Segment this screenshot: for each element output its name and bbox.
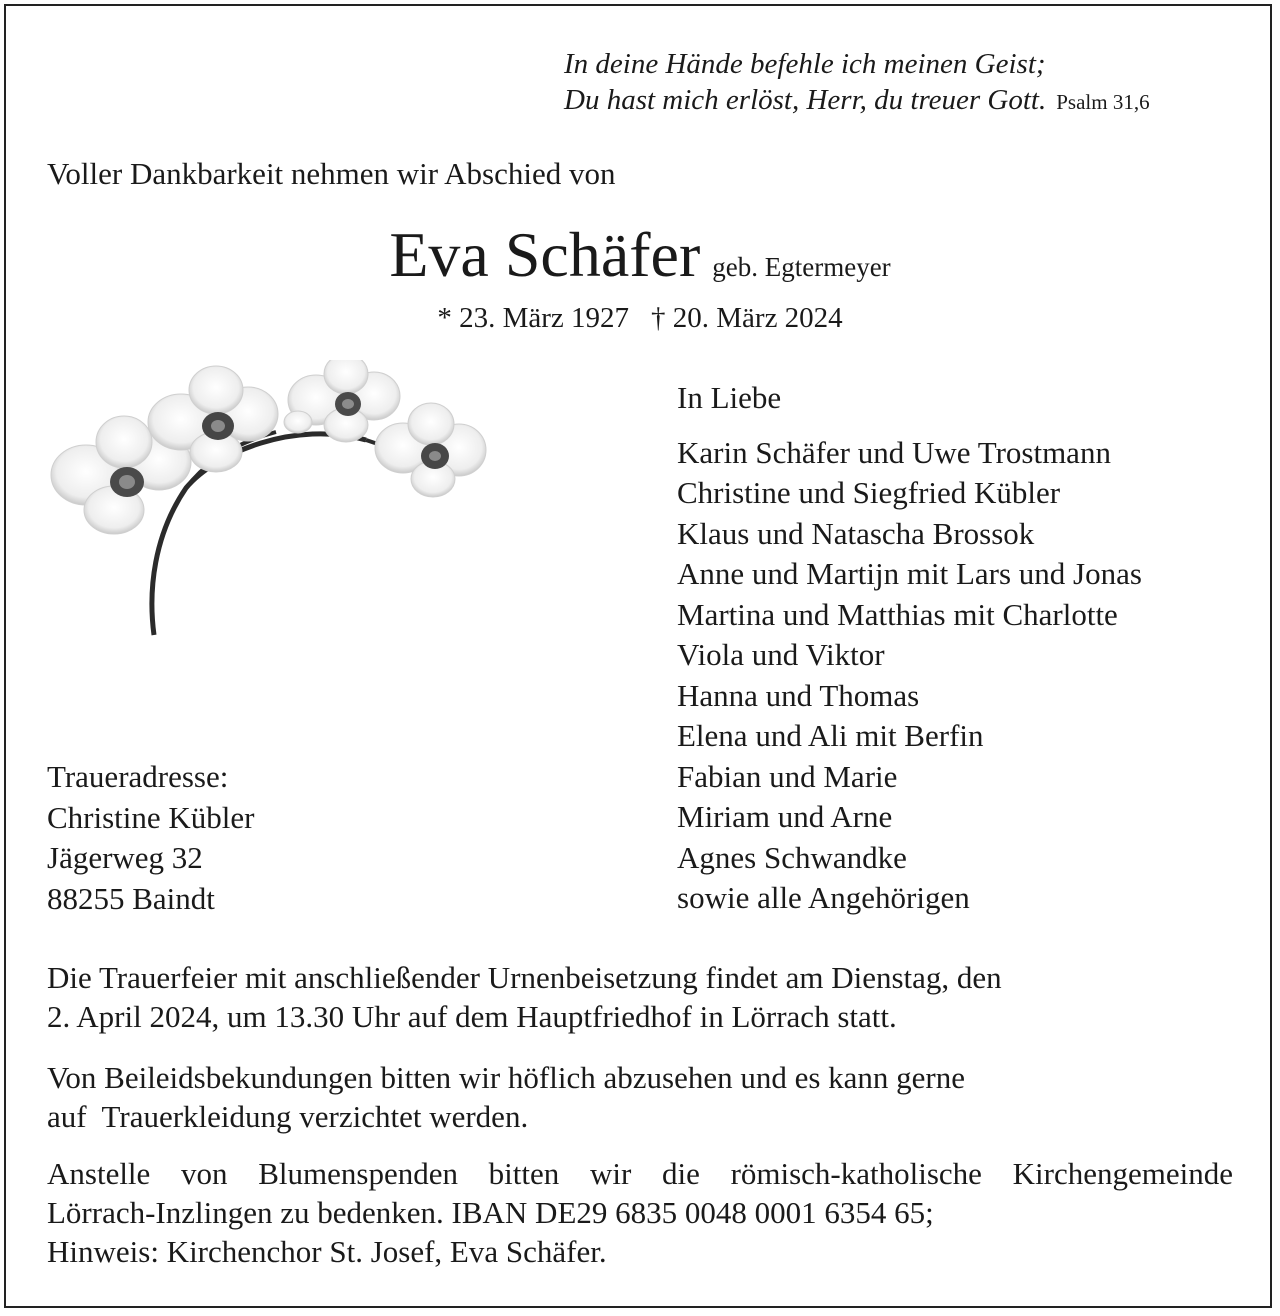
list-item: Elena und Ali mit Berfin (677, 718, 984, 753)
intro-text: Voller Dankbarkeit nehmen wir Abschied von (47, 156, 616, 191)
list-item: Fabian und Marie (677, 758, 898, 794)
verse-line-2: Du hast mich erlöst, Herr, du treuer Gott. Psalm 31,6 (564, 84, 1150, 116)
deceased-name-line (0, 218, 1280, 292)
ceremony-line-2: 2. April 2024, um 13.30 Uhr auf dem Hauptfriedhof in Lörrach statt. (47, 999, 897, 1034)
psalm-verse (564, 46, 1150, 120)
life-dates (0, 302, 1280, 335)
condolences-paragraph (47, 1058, 965, 1136)
list-item: Agnes Schwandke (677, 839, 907, 875)
list-item: Klaus und Natascha Brossok (677, 515, 1035, 551)
deceased-name: Eva Schäfer (389, 219, 701, 290)
verse-line-1: In deine Hände befehle ich meinen Geist; (564, 48, 1046, 80)
address-city: 88255 Baindt (47, 880, 215, 916)
address-label: Traueradresse: (47, 759, 229, 794)
mourning-address (47, 757, 255, 919)
ceremony-line-1: Die Trauerfeier mit anschließender Urnenbeisetzung findet am Dienstag, den (47, 960, 1002, 995)
donation-paragraph (47, 1154, 1233, 1271)
list-item: Hanna und Thomas (677, 677, 920, 713)
donation-line-3: Hinweis: Kirchenchor St. Josef, Eva Schäfer. (47, 1234, 607, 1269)
donation-line-2: Lörrach-Inzlingen zu bedenken. IBAN DE29 6835 0048 0001 6354 65; (47, 1195, 934, 1230)
mourners-list (677, 378, 1142, 919)
list-item: Christine und Siegfried Kübler (677, 475, 1061, 510)
orchid-branch-icon (36, 360, 506, 650)
address-name: Christine Kübler (47, 799, 255, 835)
psalm-reference: Psalm 31,6 (1056, 90, 1150, 114)
list-item: Martina und Matthias mit Charlotte (677, 596, 1118, 632)
ceremony-paragraph (47, 958, 1002, 1036)
death-date: † 20. März 2024 (651, 302, 843, 334)
list-item: Anne und Martijn mit Lars und Jonas (677, 556, 1142, 591)
list-item: Viola und Viktor (677, 637, 885, 672)
birth-date: * 23. März 1927 (437, 302, 629, 334)
condolences-line-1: Von Beileidsbekundungen bitten wir höflich abzusehen und es kann gerne (47, 1060, 966, 1095)
condolences-line-2: auf Trauerkleidung verzichtet werden. (47, 1099, 529, 1134)
list-item: sowie alle Angehörigen (677, 880, 970, 915)
list-item: Miriam und Arne (677, 799, 893, 834)
address-street: Jägerweg 32 (47, 840, 203, 875)
donation-line-1: Anstelle von Blumenspenden bitten wir die römisch-katholische Kirchengemeinde (47, 1156, 1233, 1191)
maiden-name: geb. Egtermeyer (712, 252, 891, 282)
mourners-heading: In Liebe (677, 380, 782, 415)
list-item: Karin Schäfer und Uwe Trostmann (677, 434, 1111, 470)
